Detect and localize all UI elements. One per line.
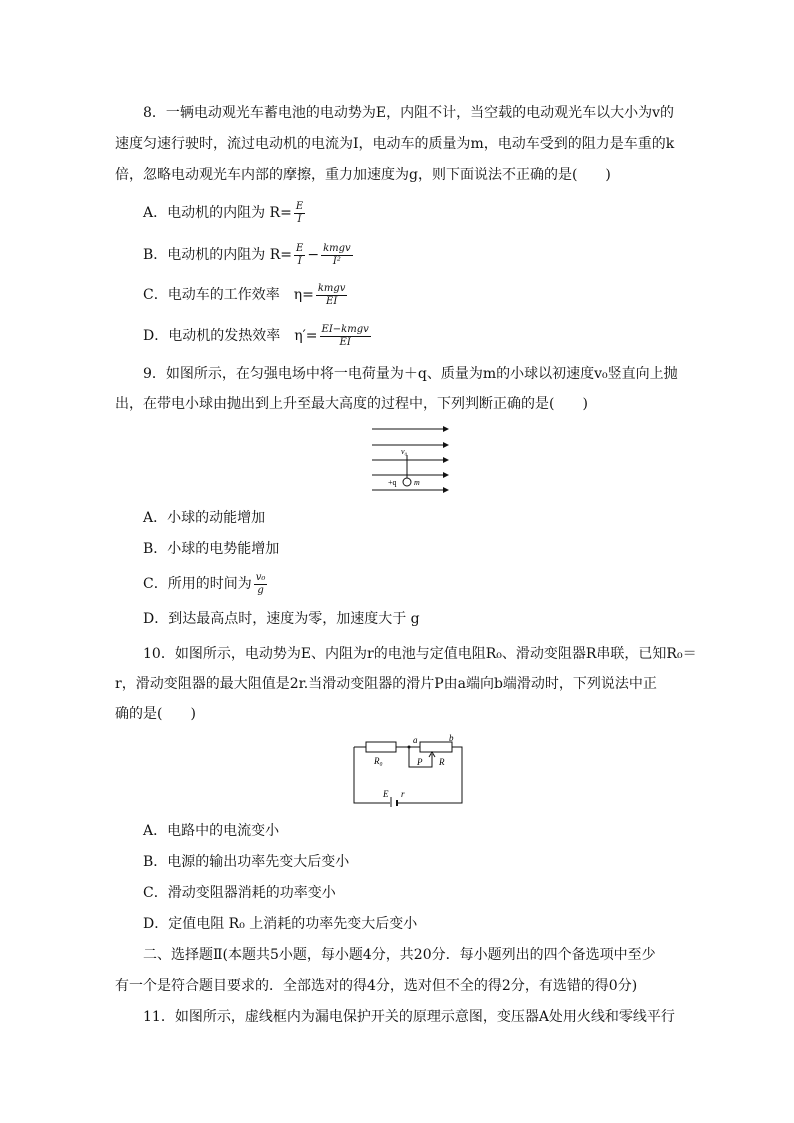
a-label: a <box>413 735 418 745</box>
q8-stem-line-3: 倍，忽略电动观光车内部的摩擦，重力加速度为g，则下面说法不正确的是( ) <box>115 167 611 183</box>
emf-label: E <box>383 789 389 799</box>
q8-stem-line-2: 速度匀速行驶时，流过电动机的电流为I，电动车的质量为m，电动车受到的阻力是车重的k <box>115 136 675 152</box>
q9-option-a: A．小球的动能增加 <box>143 510 266 526</box>
circuit-diagram <box>350 733 468 807</box>
fixed-resistor-r0 <box>366 742 396 752</box>
q8-option-b <box>143 238 718 272</box>
internal-r-label: r <box>401 789 405 799</box>
q8-option-c-text: C．电动车的工作效率 η= <box>143 287 314 303</box>
q10-stem-line-3: 确的是( ) <box>115 706 196 722</box>
r-label: R <box>439 757 445 767</box>
q8-option-b-text: B．电动机的内阻为 R= <box>143 247 293 263</box>
q9-option-c-fraction <box>254 572 268 597</box>
fraction-numerator: kmgv <box>317 282 346 294</box>
v0-label: v₀ <box>401 447 408 456</box>
q9-option-c-text: C．所用的时间为 <box>143 576 252 592</box>
q9-option-b: B．小球的电势能增加 <box>143 541 280 557</box>
p-label: P <box>417 757 423 767</box>
q11-stem-line-1: 11．如图所示，虚线框内为漏电保护开关的原理示意图，变压器A处用火线和零线平行 <box>143 1009 675 1025</box>
q9-stem-line-2: 出，在带电小球由抛出到上升至最大高度的过程中，下列判断正确的是( ) <box>115 396 588 412</box>
q8-option-d-text: D．电动机的发热效率 η′= <box>143 328 318 344</box>
q8-stem-line-1: 8．一辆电动观光车蓄电池的电动势为E，内阻不计，当空载的电动观光车以大小为v的 <box>143 105 675 121</box>
fraction-numerator: kmgv <box>323 242 351 254</box>
electric-field-figure <box>370 425 452 495</box>
q9-option-c <box>143 566 718 602</box>
b-label: b <box>449 733 454 743</box>
mass-label: m <box>414 478 420 487</box>
q10-option-a: A．电路中的电流变小 <box>143 823 280 839</box>
fraction-numerator: E <box>296 242 304 254</box>
fraction-numerator: E <box>295 200 304 212</box>
minus-sign: − <box>307 247 320 263</box>
fraction-denominator: g <box>257 584 264 596</box>
section-2-heading-line-1: 二、选择题Ⅱ(本题共5小题，每小题4分，共20分．每小题列出的四个备选项中至少 <box>143 947 656 963</box>
charged-ball <box>403 478 411 486</box>
q8-option-a-text: A．电动机的内阻为 R= <box>143 205 292 221</box>
q8-option-d <box>143 319 718 353</box>
q9-stem-line-1: 9．如图所示，在匀强电场中将一电荷量为＋q、质量为m的小球以初速度v₀竖直向上抛 <box>143 366 678 382</box>
q10-option-d: D．定值电阻 R₀ 上消耗的功率先变大后变小 <box>143 916 418 932</box>
rheostat-r <box>420 742 452 752</box>
q8-option-c <box>143 278 718 312</box>
r0-label: R₀ <box>374 756 383 766</box>
fraction-numerator: EI−kmgv <box>321 323 369 335</box>
q8-option-a-fraction <box>294 201 305 226</box>
fraction-denominator: EI <box>339 336 351 348</box>
fraction-denominator: EI <box>326 295 338 307</box>
q10-option-b: B．电源的输出功率先变大后变小 <box>143 854 350 870</box>
q8-option-b-fraction-2 <box>321 243 353 268</box>
q10-stem-line-2: r，滑动变阻器的最大阻值是2r.当滑动变阻器的滑片P由a端向b端滑动时，下列说法中正 <box>115 676 657 692</box>
q8-option-c-fraction <box>316 283 348 308</box>
q10-stem-line-1: 10．如图所示，电动势为E、内阻为r的电池与定值电阻R₀、滑动变阻器R串联，已知R₀＝ <box>143 646 697 662</box>
circuit-wire <box>408 747 462 803</box>
fraction-numerator: v₀ <box>255 571 266 583</box>
charge-label: +q <box>388 478 397 487</box>
fraction-denominator: I <box>297 255 302 267</box>
q8-option-a <box>143 196 718 230</box>
q8-option-d-fraction <box>320 324 371 349</box>
q10-option-c: C．滑动变阻器消耗的功率变小 <box>143 885 336 901</box>
section-2-heading-line-2: 有一个是符合题目要求的．全部选对的得4分，选对但不全的得2分，有选错的得0分) <box>115 978 638 994</box>
fraction-denominator: I <box>297 213 302 225</box>
fraction-denominator: I² <box>332 255 341 267</box>
q8-option-b-fraction-1 <box>294 243 305 268</box>
q9-option-d: D．到达最高点时，速度为零，加速度大于 g <box>143 611 420 627</box>
